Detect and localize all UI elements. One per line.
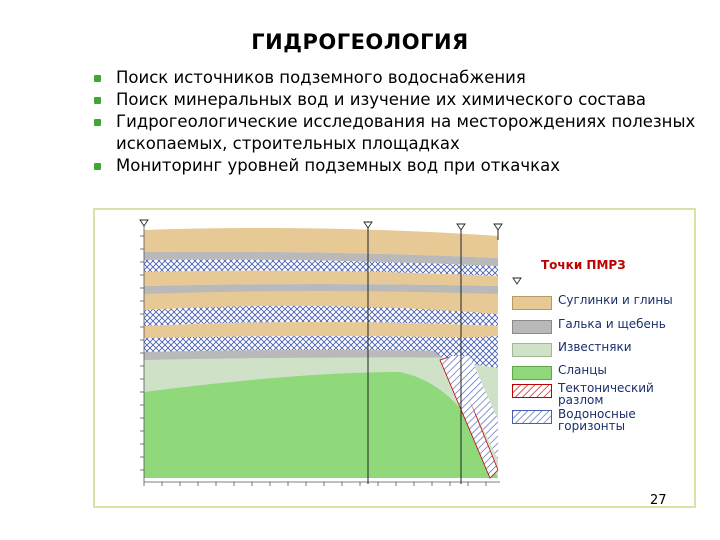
bullet-text: Поиск минеральных вод и изучение их химического состава bbox=[116, 90, 647, 109]
bullet-text: Мониторинг уровней подземных вод при откачках bbox=[116, 156, 560, 175]
legend-swatch bbox=[512, 410, 552, 424]
section-layers bbox=[144, 228, 498, 478]
depth-axis bbox=[140, 226, 144, 482]
legend-swatch bbox=[512, 366, 552, 380]
legend-swatch bbox=[512, 384, 552, 398]
bullet-text: Гидрогеологические исследования на месторождениях полезных ископаемых, строительных площадках bbox=[116, 112, 696, 153]
legend-swatch bbox=[512, 343, 552, 357]
distance-axis bbox=[144, 482, 500, 486]
clay-layer-4 bbox=[144, 322, 498, 338]
legend-swatch bbox=[512, 320, 552, 334]
legend-swatch bbox=[512, 296, 552, 310]
slide-title: ГИДРОГЕОЛОГИЯ bbox=[251, 30, 469, 54]
legend-item-aquifer bbox=[512, 407, 692, 438]
well-marker-icon bbox=[513, 278, 521, 284]
legend-title: Точки ПМРЗ bbox=[541, 258, 626, 272]
legend-label: Известняки bbox=[558, 340, 632, 354]
legend-label: Сланцы bbox=[558, 363, 607, 377]
legend-label: Галька и щебень bbox=[558, 317, 666, 331]
well-marker-icon bbox=[457, 224, 465, 230]
legend-label: Суглинки и глины bbox=[558, 293, 673, 307]
well-marker-icon bbox=[494, 224, 502, 230]
well-marker-icon bbox=[364, 222, 372, 228]
bullet-text: Поиск источников подземного водоснабжения bbox=[116, 68, 526, 87]
legend-label: Тектонический разлом bbox=[558, 381, 654, 407]
legend-label: Водоносные горизонты bbox=[558, 407, 636, 433]
page-number: 27 bbox=[650, 493, 667, 508]
well-marker-icon bbox=[140, 220, 148, 226]
